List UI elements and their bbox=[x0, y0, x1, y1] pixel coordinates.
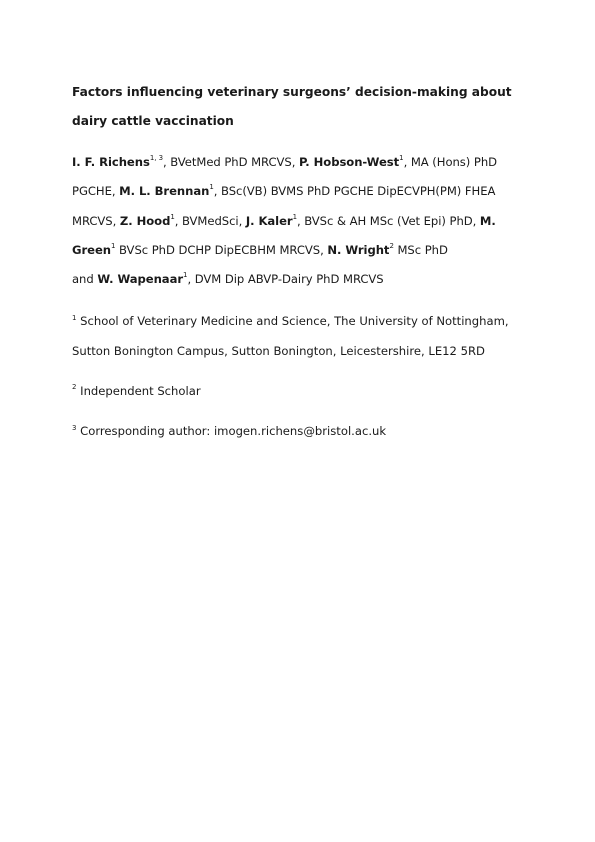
author-affiliation-marker: 1 bbox=[170, 212, 175, 221]
affiliation-1 bbox=[72, 307, 532, 366]
author-credentials: , MA (Hons) PhD PGCHE, bbox=[72, 155, 498, 199]
author-credentials: , BVMedSci, bbox=[174, 213, 246, 228]
author-name: N. Wright bbox=[327, 242, 390, 257]
author-name: J. Kaler bbox=[245, 213, 293, 228]
paper-title bbox=[72, 78, 532, 136]
affiliation-marker: 2 bbox=[72, 383, 77, 392]
author-credentials: , BVSc & AH MSc (Vet Epi) PhD, bbox=[296, 213, 480, 228]
author-affiliation-marker: 1 bbox=[399, 154, 404, 163]
author-credentials: , BVetMed PhD MRCVS, bbox=[162, 155, 299, 169]
affiliation-marker: 1 bbox=[72, 313, 77, 322]
author-name: M. L. Brennan bbox=[119, 184, 210, 199]
author-affiliation-marker: 1 bbox=[110, 242, 116, 251]
affiliation-text: School of Veterinary Medicine and Science, The University of Nottingham, Sutton Bonington Campus, Sutton Bonington, Leicestershire, LE12 5RD bbox=[72, 314, 509, 358]
paper-title-line-1: Factors influencing veterinary surgeons’ decision-making about bbox=[72, 85, 512, 99]
affiliation-3 bbox=[72, 417, 532, 446]
author-affiliation-marker: 1 bbox=[209, 183, 214, 192]
author-affiliation-marker: 1 bbox=[183, 271, 188, 280]
author-list bbox=[72, 148, 532, 294]
affiliation-marker: 3 bbox=[72, 423, 77, 432]
author-name: I. F. Richens bbox=[72, 155, 150, 169]
affiliation-text: Independent Scholar bbox=[80, 384, 201, 399]
author-list-conjunction: and bbox=[72, 272, 98, 287]
author-credentials: , DVM Dip ABVP-Dairy PhD MRCVS bbox=[187, 272, 384, 287]
title-page bbox=[72, 78, 532, 447]
author-affiliation-marker: 1, 3 bbox=[149, 154, 163, 163]
author-name: Z. Hood bbox=[119, 213, 171, 228]
author-name: P. Hobson-West bbox=[298, 155, 400, 169]
author-credentials: , BSc(VB) BVMS PhD PGCHE DipECVPH(PM) FHEA MRCVS, bbox=[72, 184, 496, 228]
paper-title-line-2: dairy cattle vaccination bbox=[72, 114, 234, 128]
affiliation-2 bbox=[72, 377, 532, 406]
author-affiliation-marker: 2 bbox=[389, 242, 394, 251]
author-affiliation-marker: 1 bbox=[292, 212, 297, 221]
affiliation-text: Corresponding author: imogen.richens@bristol.ac.uk bbox=[80, 424, 387, 439]
author-credentials: MSc PhD bbox=[393, 242, 448, 257]
author-name: W. Wapenaar bbox=[97, 272, 184, 287]
author-name: M. Green bbox=[72, 213, 496, 257]
author-credentials: BVSc PhD DCHP DipECBHM MRCVS, bbox=[115, 242, 328, 257]
